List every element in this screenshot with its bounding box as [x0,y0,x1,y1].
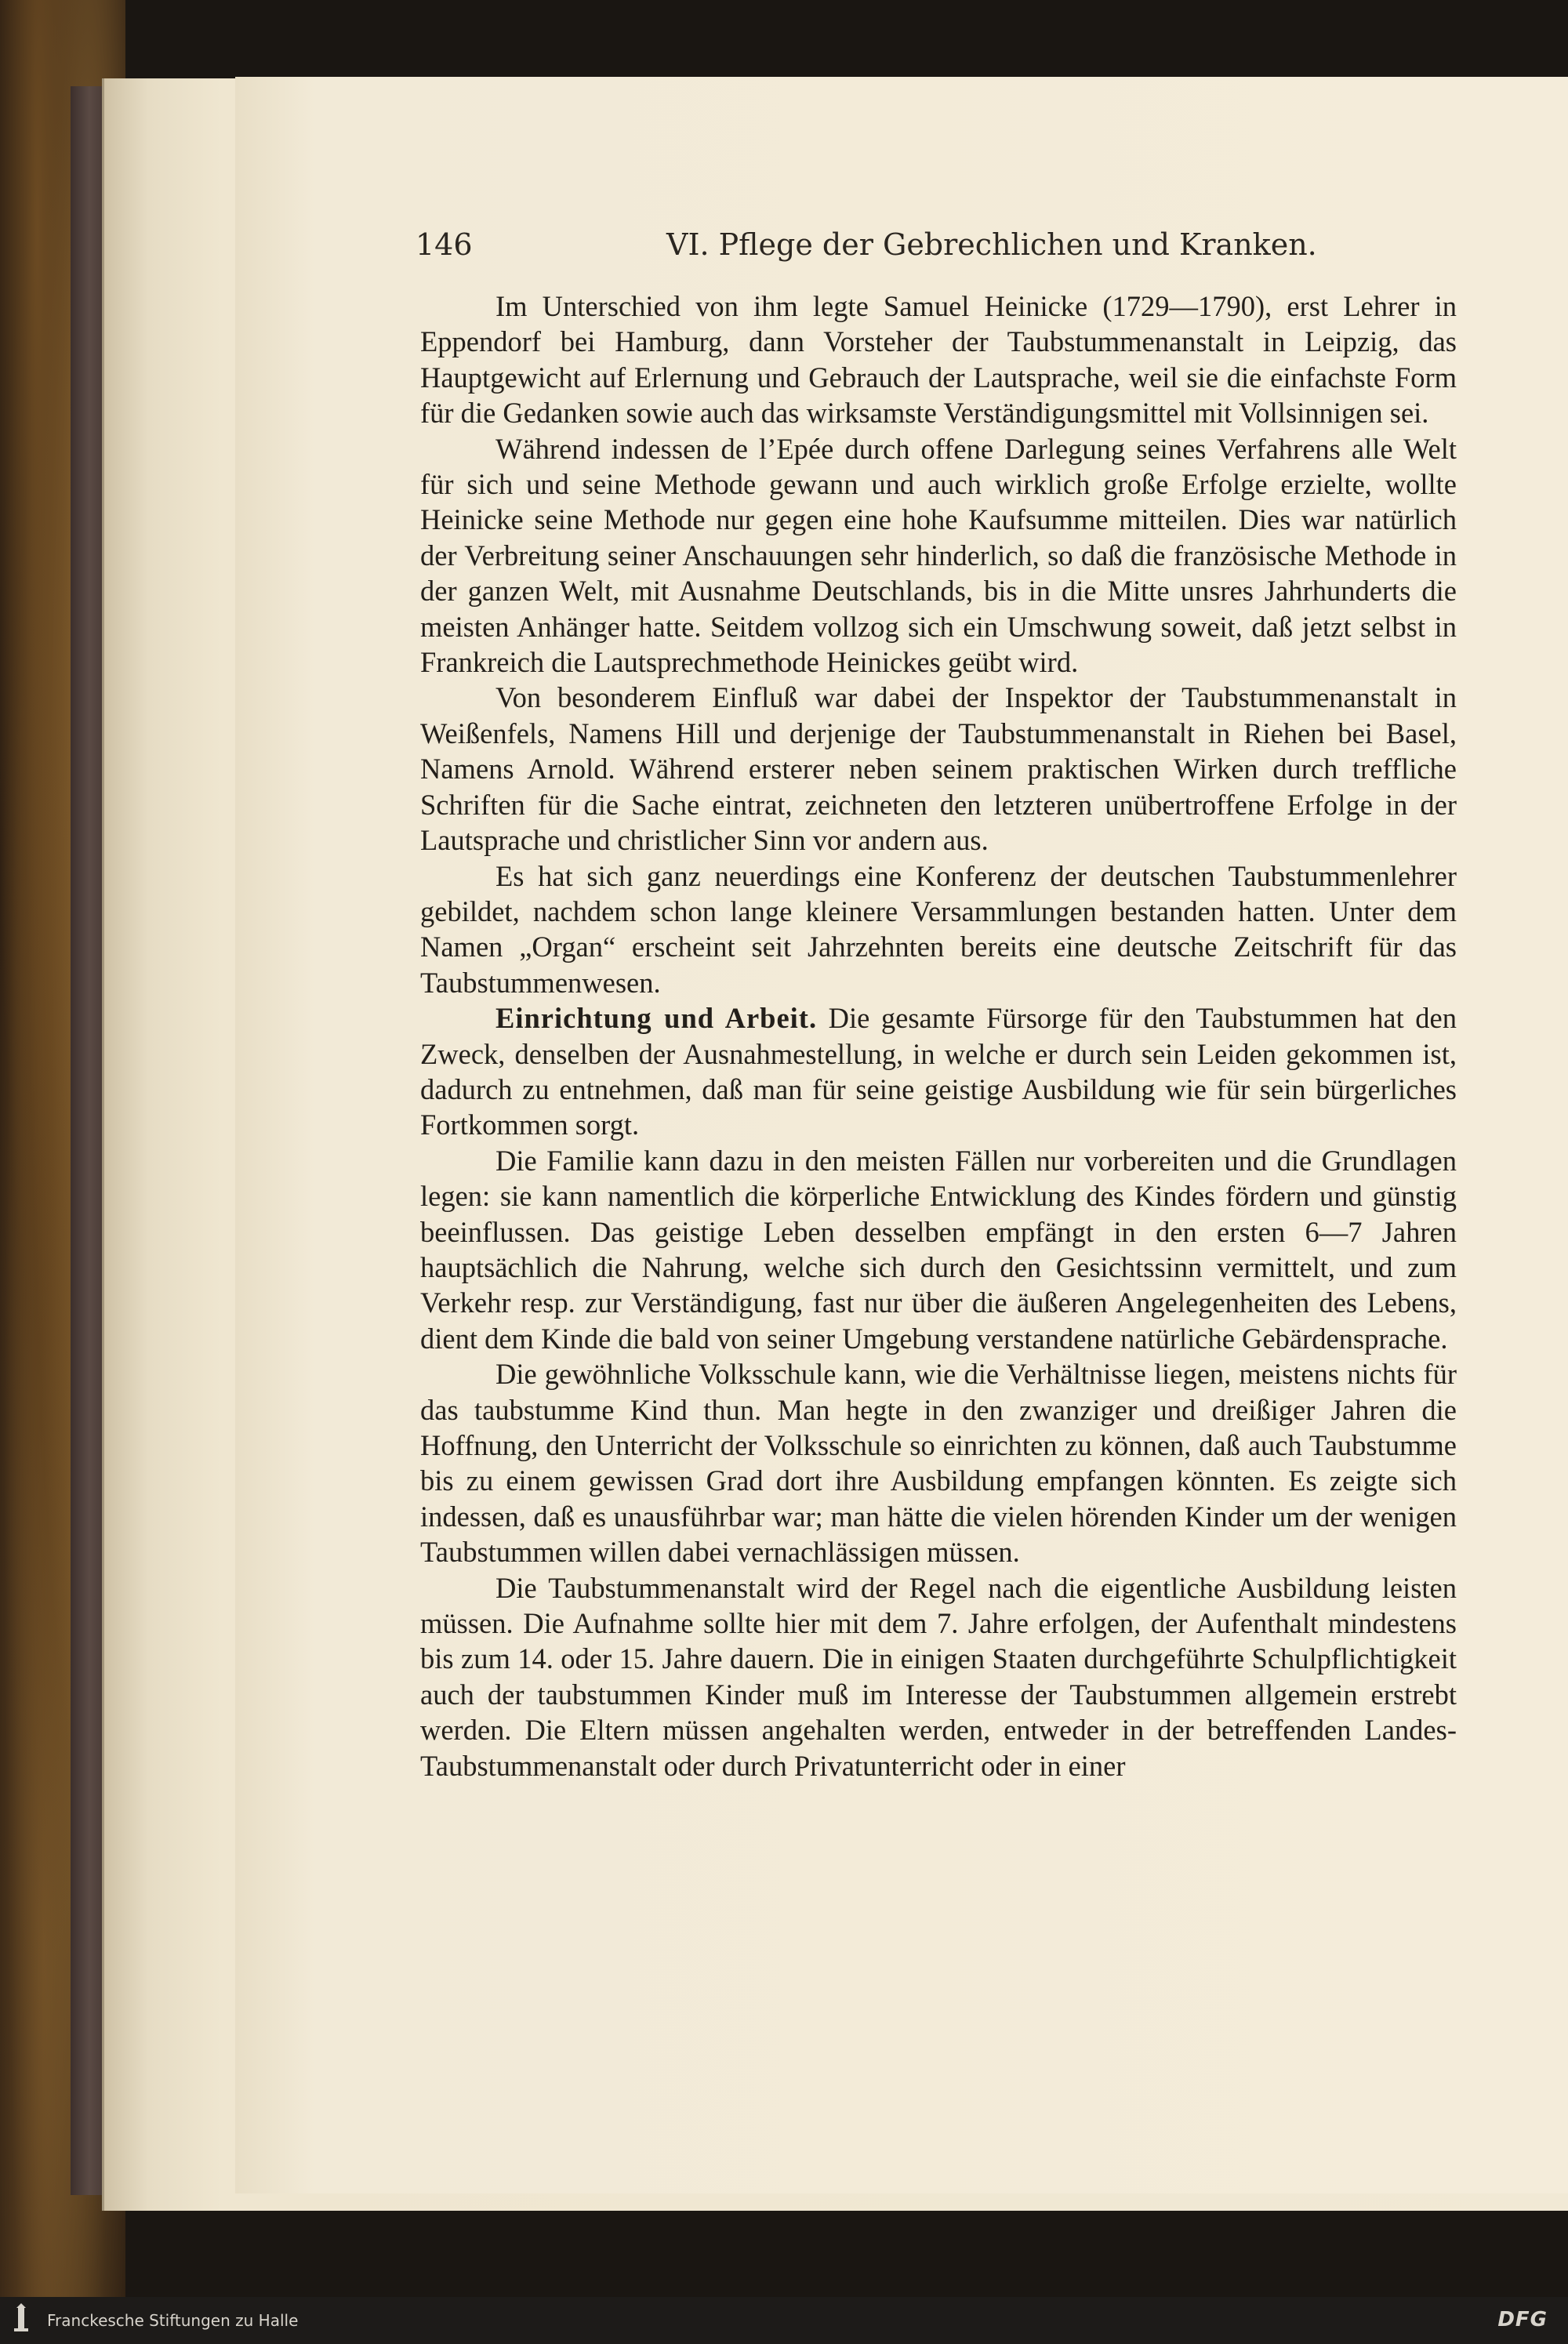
tower-logo-icon [11,2303,31,2335]
page-header [416,227,1466,274]
running-head: VI. Pflege der Gebrechlichen und Kranken. [666,227,1317,262]
paragraph-text: Die gesamte Fürsorge für den Taubstummen hat den Zweck, denselben der Ausnahmestellung, in welche er durch sein Leiden gekommen ist, dadurch zu entnehmen, daß man für seine geistige Ausbildung wie für sein bürgerliches Fortkommen sorgt. [420,1002,1457,1141]
page-number: 146 [416,227,473,262]
dfg-logo: DFG [1497,2308,1548,2331]
paragraph: Die Familie kann dazu in den meisten Fällen nur vorbereiten und die Grundlagen legen: sie kann namentlich die körperliche Entwicklung des Kindes fördern und günstig beeinflussen. Das geistige Leben desselben empfängt in den ersten 6—7 Jahren hauptsächlich die Nahrung, welche sich durch den Gesichtssinn vermittelt, und zum Verkehr resp. zur Verständigung, fast nur über die äußeren Angelegenheiten des Lebens, dient dem Kinde die bald von seiner Umgebung verstandene natürliche Gebärdensprache. [420,1144,1457,1355]
institution-name: Franckesche Stiftungen zu Halle [47,2311,299,2330]
paragraph: Die gewöhnliche Volksschule kann, wie die Verhältnisse liegen, meistens nichts für das taubstumme Kind thun. Man hegte in den zwanziger und dreißiger Jahren die Hoffnung, den Unterricht der Volksschule so einrichten zu können, daß auch Taubstumme bis zu einem gewissen Grad dort ihre Ausbildung empfangen könnten. Es zeigte sich indessen, daß es unausführbar war; man hätte die vielen hörenden Kinder um der wenigen Taubstummen willen dabei vernachlässigen müssen. [420,1358,1457,1569]
body-text [420,288,1457,1783]
paragraph [420,1000,1457,1143]
paragraph: Während indessen de l’Epée durch offene Darlegung seines Verfahrens alle Welt für sich und seine Methode gewann und auch wirklich große Erfolge erzielte, wollte Heinicke seine Methode nur gegen eine hohe Kaufsumme mitteilen. Dies war natürlich der Verbreitung seiner Anschauungen sehr hinderlich, so daß die französische Methode in der ganzen Welt, mit Ausnahme Deutschlands, bis in die Mitte unsres Jahrhunderts die meisten Anhänger hatte. Seitdem vollzog sich ein Umschwung soweit, daß jetzt selbst in Frankreich die Lautsprechmethode Heinickes geübt wird. [420,432,1457,679]
section-heading: Einrichtung und Arbeit. [495,1002,818,1035]
viewer-footer [0,2297,1568,2344]
paragraph: Es hat sich ganz neuerdings eine Konferenz der deutschen Taubstummenlehrer gebildet, nachdem schon lange kleinere Versammlungen bestanden hatten. Unter dem Namen „Organ“ erscheint seit Jahrzehnten bereits eine deutsche Zeitschrift für das Taubstummenwesen. [420,859,1457,999]
paragraph: Die Taubstummenanstalt wird der Regel nach die eigentliche Ausbildung leisten müssen. Die Aufnahme sollte hier mit dem 7. Jahre erfolgen, der Aufenthalt mindestens bis zum 14. oder 15. Jahre dauern. Die in einigen Staaten durchgeführte Schulpflichtigkeit auch der taubstummen Kinder muß im Interesse der Taubstummen allgemein erstrebt werden. Die Eltern müssen angehalten werden, entweder in der betreffenden Landes-Taubstummenanstalt oder durch Privatunterricht oder in einer [420,1571,1457,1782]
paragraph: Von besonderem Einfluß war dabei der Inspektor der Taubstummenanstalt in Weißenfels, Namens Hill und derjenige der Taubstummenanstalt in Riehen bei Basel, Namens Arnold. Während ersterer neben seinem praktischen Wirken durch treffliche Schriften für die Sache eintrat, zeichneten den letzteren unübertroffene Erfolge in der Lautsprache und christlicher Sinn vor andern aus. [420,681,1457,857]
paragraph: Im Unterschied von ihm legte Samuel Heinicke (1729—1790), erst Lehrer in Eppendorf bei Hamburg, dann Vorsteher der Taubstummenanstalt in Leipzig, das Hauptgewicht auf Erlernung und Gebrauch der Lautsprache, weil sie die einfachste Form für die Gedanken sowie auch das wirksamste Verständigungsmittel mit Vollsinnigen sei. [420,290,1457,430]
